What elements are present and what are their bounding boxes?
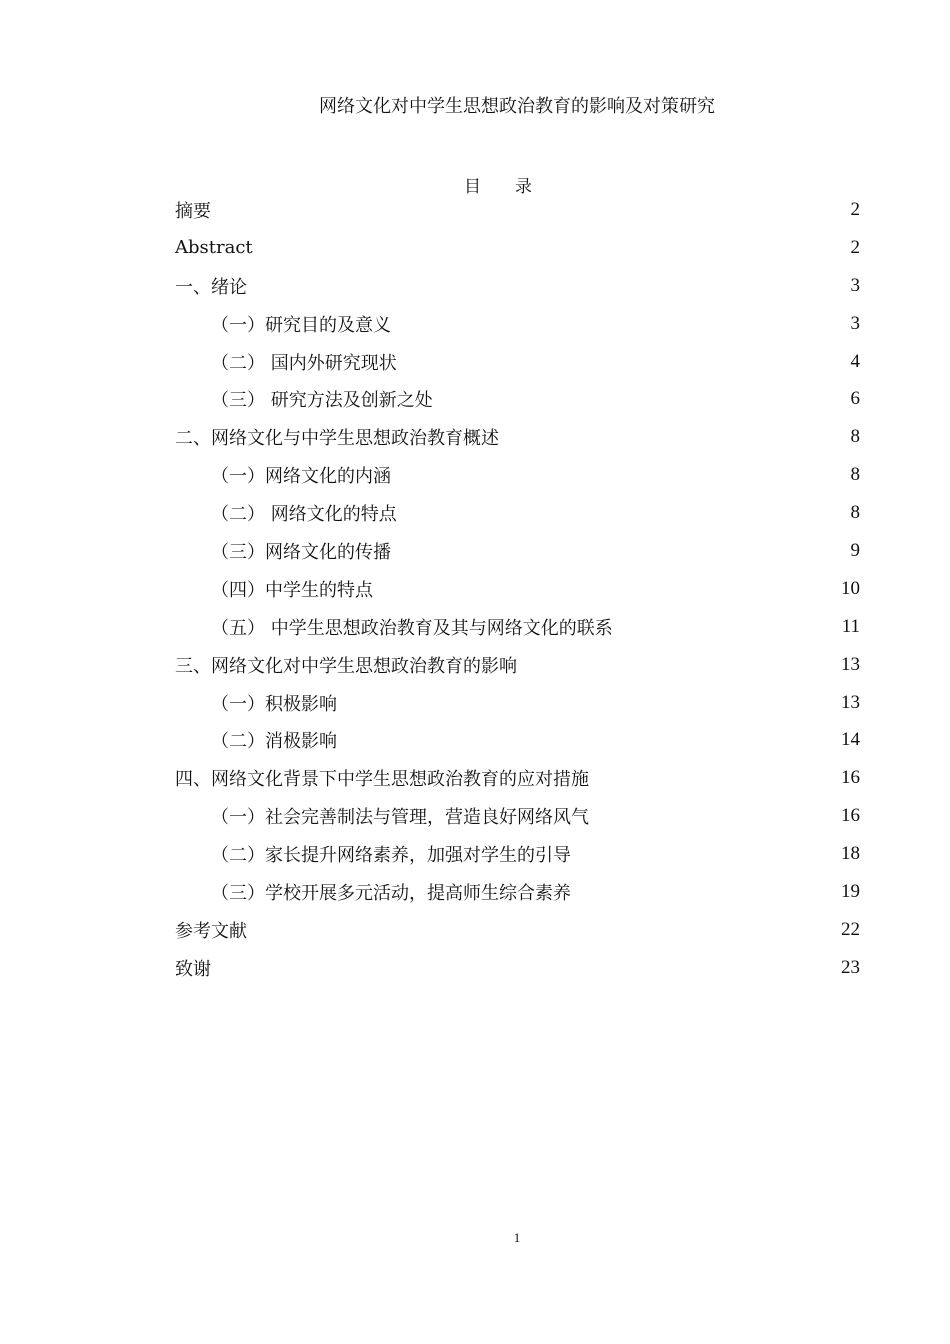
toc-entry-page: 16	[841, 805, 860, 827]
toc-entry-title: 四、网络文化背景下中学生思想政治教育的应对措施	[175, 769, 589, 791]
toc-entry-page: 13	[841, 653, 860, 675]
toc-entry-title: （五） 中学生思想政治教育及其与网络文化的联系	[211, 617, 613, 639]
toc-entry-title: 参考文献	[175, 920, 247, 942]
toc-entry-title: Abstract	[175, 237, 253, 259]
toc-entry-section-2-1[interactable]	[175, 456, 860, 494]
toc-entry-page: 2	[850, 198, 860, 220]
toc-entry-section-4-1[interactable]	[175, 797, 860, 835]
toc-entry-title: 三、网络文化对中学生思想政治教育的影响	[175, 655, 517, 677]
toc-entry-page: 9	[850, 539, 860, 561]
toc-entry-title: 致谢	[175, 958, 211, 980]
toc-entry-acknowledgements[interactable]	[175, 949, 860, 987]
toc-entry-section-2-5[interactable]	[175, 608, 860, 646]
toc-entry-page: 14	[841, 729, 860, 751]
toc-entry-title: （一）积极影响	[211, 693, 337, 715]
toc-entry-page: 8	[850, 426, 860, 448]
toc-entry-page: 13	[841, 691, 860, 713]
toc-entry-abstract-en[interactable]	[175, 229, 860, 267]
toc-entry-chapter-1[interactable]	[175, 267, 860, 305]
toc-entry-page: 23	[841, 956, 860, 978]
toc-entry-section-1-1[interactable]	[175, 305, 860, 343]
toc-entry-page: 2	[850, 236, 860, 258]
toc-entry-section-4-3[interactable]	[175, 873, 860, 911]
toc-entry-title: （四）中学生的特点	[211, 579, 373, 601]
toc-entry-title: 摘要	[175, 200, 211, 222]
toc-entry-title: （二） 网络文化的特点	[211, 504, 397, 526]
toc-heading: 目 录	[464, 177, 532, 197]
toc-entry-title: 二、网络文化与中学生思想政治教育概述	[175, 428, 499, 450]
toc-entry-page: 10	[841, 577, 860, 599]
toc-entry-page: 8	[850, 464, 860, 486]
toc-entry-section-1-3[interactable]	[175, 380, 860, 418]
toc-entry-page: 16	[841, 767, 860, 789]
toc-entry-title: （二）家长提升网络素养，加强对学生的引导	[211, 845, 571, 867]
toc-entry-page: 22	[841, 918, 860, 940]
toc-entry-title: （三）网络文化的传播	[211, 541, 391, 563]
toc-entry-title: （一）研究目的及意义	[211, 314, 391, 336]
toc-entry-references[interactable]	[175, 911, 860, 949]
table-of-contents	[175, 191, 860, 987]
toc-entry-title: （二） 国内外研究现状	[211, 352, 397, 374]
toc-entry-title: （一）社会完善制法与管理，营造良好网络风气	[211, 807, 589, 829]
toc-entry-section-1-2[interactable]	[175, 343, 860, 381]
toc-entry-chapter-3[interactable]	[175, 646, 860, 684]
toc-entry-page: 3	[850, 312, 860, 334]
toc-entry-title: （一）网络文化的内涵	[211, 466, 391, 488]
toc-entry-section-2-2[interactable]	[175, 494, 860, 532]
document-title: 网络文化对中学生思想政治教育的影响及对策研究	[319, 96, 715, 117]
toc-entry-abstract-cn[interactable]	[175, 191, 860, 229]
toc-entry-title: 一、绪论	[175, 276, 247, 298]
toc-entry-title: （三）学校开展多元活动，提高师生综合素养	[211, 882, 571, 904]
toc-entry-chapter-2[interactable]	[175, 418, 860, 456]
toc-entry-page: 18	[841, 843, 860, 865]
toc-entry-page: 11	[841, 615, 860, 637]
toc-entry-page: 8	[850, 502, 860, 524]
toc-entry-section-2-4[interactable]	[175, 570, 860, 608]
toc-entry-page: 6	[850, 388, 860, 410]
page-number: 1	[513, 1230, 521, 1245]
toc-entry-title: （二）消极影响	[211, 731, 337, 753]
toc-entry-page: 3	[850, 274, 860, 296]
toc-entry-section-2-3[interactable]	[175, 532, 860, 570]
toc-entry-page: 4	[850, 350, 860, 372]
toc-entry-section-3-1[interactable]	[175, 684, 860, 722]
toc-entry-title: （三） 研究方法及创新之处	[211, 390, 433, 412]
toc-entry-section-3-2[interactable]	[175, 721, 860, 759]
toc-entry-section-4-2[interactable]	[175, 835, 860, 873]
toc-entry-chapter-4[interactable]	[175, 759, 860, 797]
toc-entry-page: 19	[841, 880, 860, 902]
